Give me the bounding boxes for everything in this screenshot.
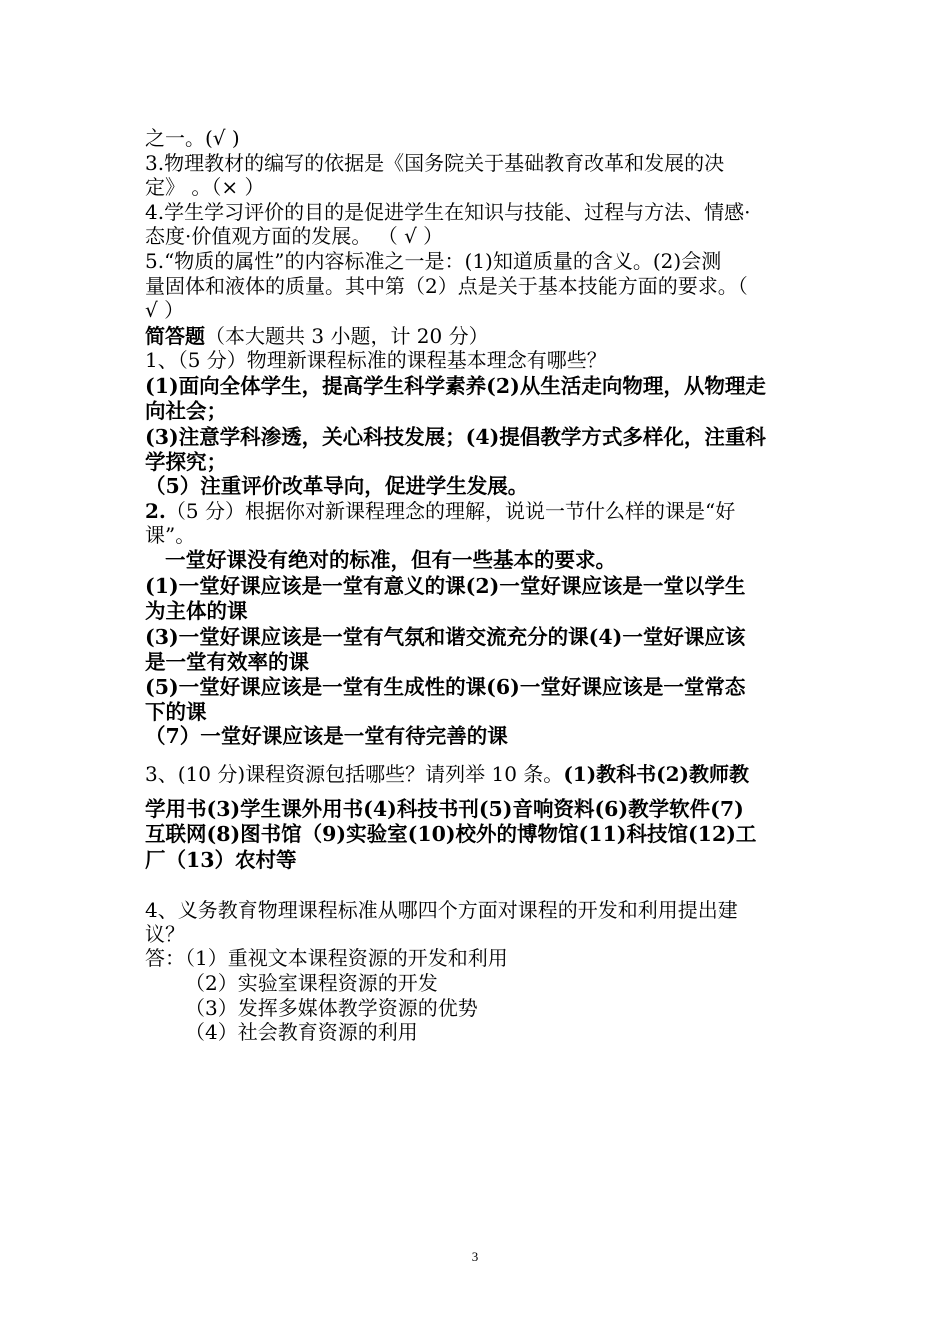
answer-line: (1)教科书(2)教师教 — [563, 762, 749, 786]
text-line: 态度·价值观方面的发展。 （ √ ） — [145, 224, 444, 248]
question-2 — [145, 499, 815, 523]
answer-line: 向社会； — [145, 399, 227, 423]
section-heading — [145, 324, 815, 348]
answer-line: （4）社会教育资源的利用 — [185, 1020, 418, 1044]
question-2-text: （5 分）根据你对新课程理念的理解，说说一节什么样的课是“好 — [165, 499, 736, 523]
text-line: 定》 。（× ） — [145, 175, 265, 199]
answer-line: 为主体的课 — [145, 599, 248, 623]
text-line: 5.“物质的属性”的内容标准之一是：(1)知道质量的含义。(2)会测 — [145, 249, 722, 273]
answer-line: 是一堂有效率的课 — [145, 650, 309, 674]
question-4: 4、义务教育物理课程标准从哪四个方面对课程的开发和利用提出建 — [145, 898, 738, 922]
text-line: 之一。(√ ) — [145, 126, 240, 150]
question-3-text: 3、(10 分)课程资源包括哪些？请列举 10 条。 — [145, 762, 564, 786]
answer-line: （2）实验室课程资源的开发 — [185, 971, 438, 995]
question-3 — [145, 762, 815, 786]
question-2-number: 2. — [145, 499, 166, 523]
answer-line: (1)一堂好课应该是一堂有意义的课(2)一堂好课应该是一堂以学生 — [145, 574, 746, 598]
text-line: 课”。 — [145, 523, 196, 547]
answer-line: 学探究； — [145, 450, 227, 474]
answer-line: 答：（1）重视文本课程资源的开发和利用 — [145, 946, 508, 970]
answer-line: (1)面向全体学生，提高学生科学素养(2)从生活走向物理，从物理走 — [145, 374, 766, 398]
answer-line: (3)一堂好课应该是一堂有气氛和谐交流充分的课(4)一堂好课应该 — [145, 625, 746, 649]
answer-line: 学用书(3)学生课外用书(4)科技书刊(5)音响资料(6)教学软件(7) — [145, 797, 744, 821]
answer-line: (3)注意学科渗透，关心科技发展；(4)提倡教学方式多样化，注重科 — [145, 425, 766, 449]
answer-line: （7）一堂好课应该是一堂有待完善的课 — [145, 724, 508, 748]
answer-line: 互联网(8)图书馆（9)实验室(10)校外的博物馆(11)科技馆(12)工 — [145, 822, 757, 846]
answer-line: 厂（13）农村等 — [145, 848, 297, 872]
text-line: 3.物理教材的编写的依据是《国务院关于基础教育改革和发展的决 — [145, 151, 725, 175]
answer-line: 下的课 — [145, 700, 207, 724]
text-line: 议？ — [145, 922, 185, 946]
text-line: 量固体和液体的质量。其中第（2）点是关于基本技能方面的要求。（ — [145, 274, 748, 298]
text-line: 4.学生学习评价的目的是促进学生在知识与技能、过程与方法、情感· — [145, 200, 751, 224]
section-title: 简答题 — [145, 324, 205, 348]
answer-line: （5）注重评价改革导向，促进学生发展。 — [145, 474, 529, 498]
page-number: 3 — [471, 1249, 479, 1264]
answer-line: （3）发挥多媒体教学资源的优势 — [185, 996, 478, 1020]
section-note: （本大题共 3 小题，计 20 分） — [205, 324, 489, 348]
text-line: √ ） — [145, 298, 185, 322]
question-1: 1、（5 分）物理新课程标准的课程基本理念有哪些？ — [145, 348, 607, 372]
answer-line: (5)一堂好课应该是一堂有生成性的课(6)一堂好课应该是一堂常态 — [145, 675, 746, 699]
answer-line: 一堂好课没有绝对的标准，但有一些基本的要求。 — [165, 548, 616, 572]
